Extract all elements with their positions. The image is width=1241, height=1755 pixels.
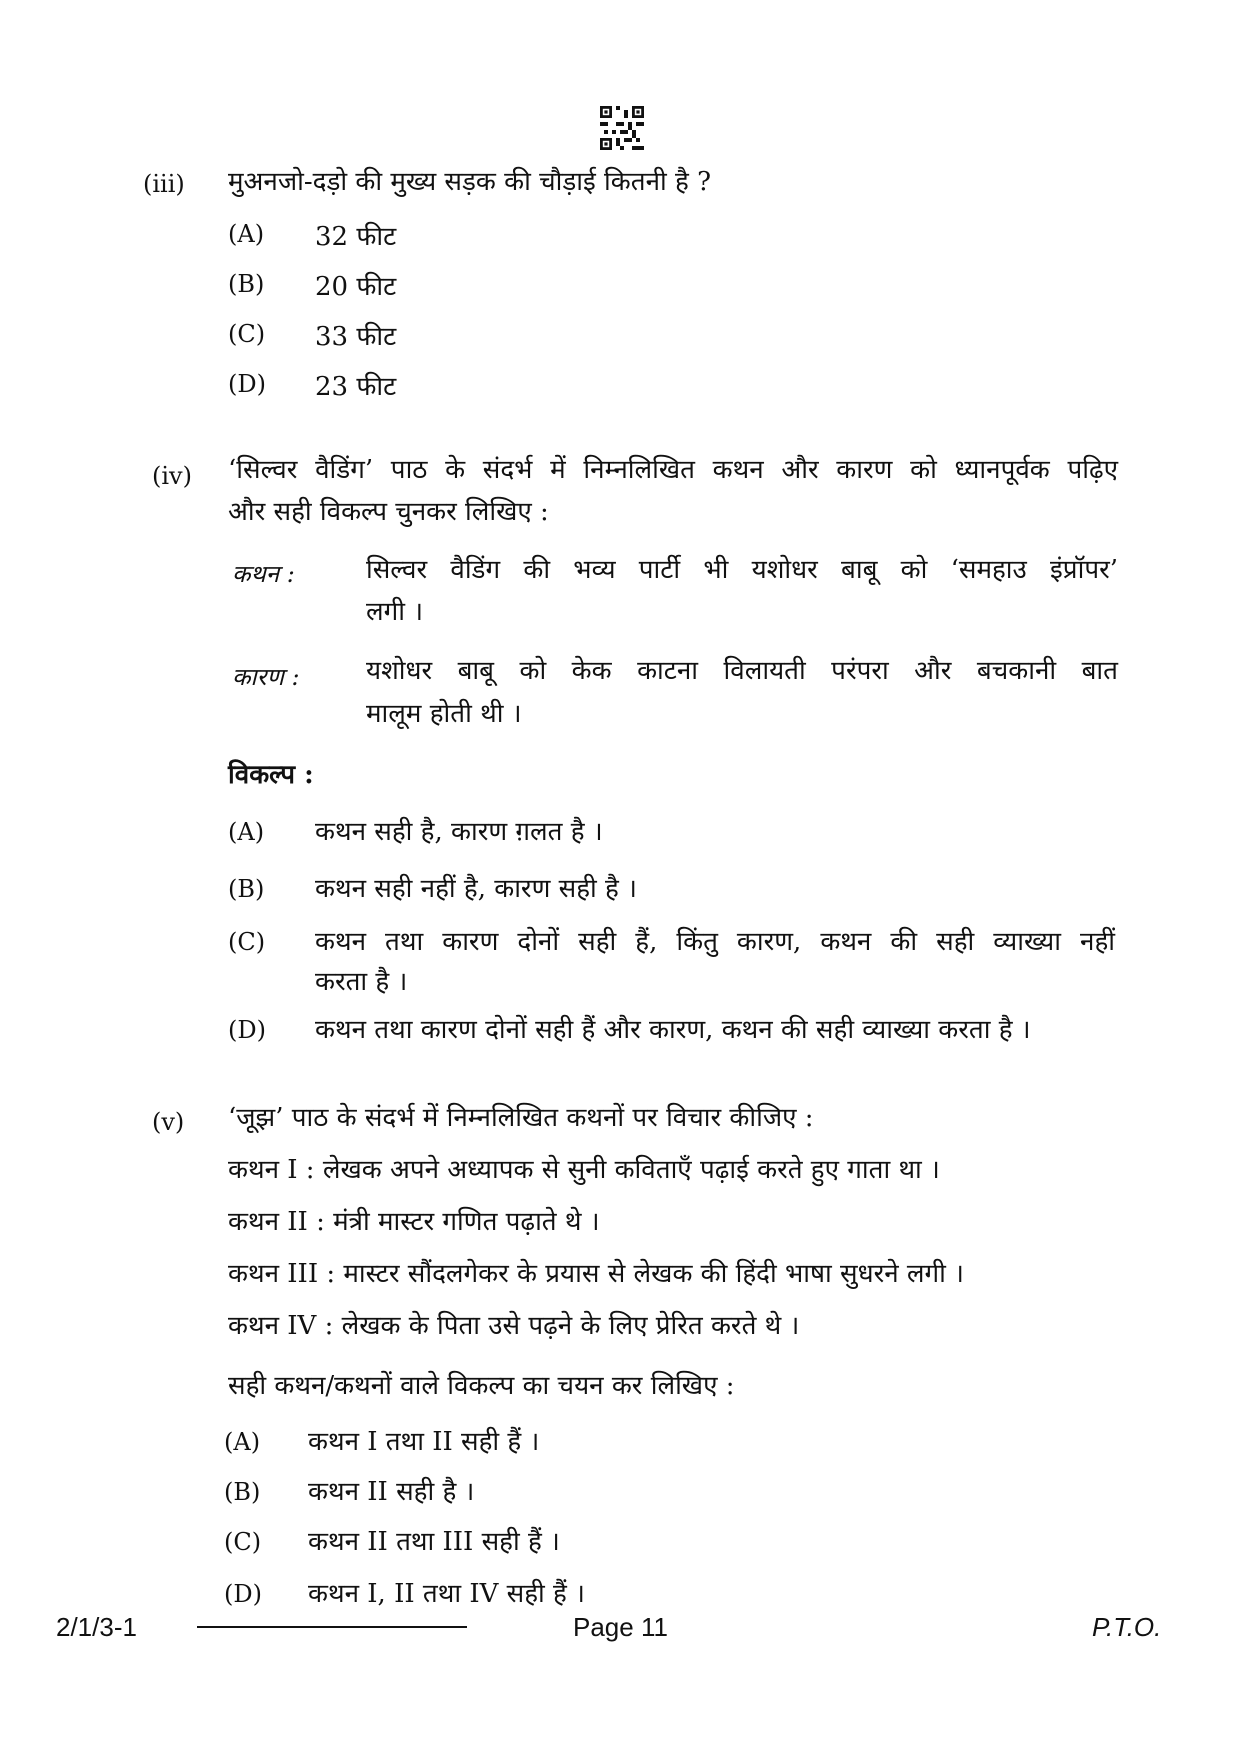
question-number: (iii) [143, 170, 185, 198]
statement-4: कथन IV : लेखक के पिता उसे पढ़ने के लिए प्रेरित करते थे । [228, 1311, 800, 1341]
option-text: कथन सही नहीं है, कारण सही है । [315, 874, 637, 904]
option-text-continued: करता है । [315, 967, 408, 997]
page-number: Page 11 [573, 1612, 668, 1642]
assertion-text-continued: लगी । [366, 597, 424, 627]
options-heading: विकल्प : [228, 760, 314, 790]
assertion-text: सिल्वर वैडिंग की भव्य पार्टी भी यशोधर बाबू को ‘समहाउ इंप्रॉपर’ [366, 555, 1118, 585]
statement-3: कथन III : मास्टर सौंदलगेकर के प्रयास से लेखक की हिंदी भाषा सुधरने लगी । [228, 1259, 965, 1289]
reason-label: कारण : [232, 663, 300, 691]
pto-label: P.T.O. [1092, 1612, 1162, 1642]
question-text: ‘सिल्वर वैडिंग’ पाठ के संदर्भ में निम्नलिखित कथन और कारण को ध्यानपूर्वक पढ़िए [228, 455, 1118, 485]
option-label: (A) [228, 220, 265, 248]
option-text: कथन तथा कारण दोनों सही हैं, किंतु कारण, कथन की सही व्याख्या नहीं [315, 927, 1115, 957]
statement-2: कथन II : मंत्री मास्टर गणित पढ़ाते थे । [228, 1207, 600, 1237]
option-label: (A) [228, 818, 265, 846]
question-number: (iv) [152, 462, 192, 490]
paper-code: 2/1/3-1 [56, 1612, 137, 1642]
option-text: 23 फीट [315, 372, 397, 402]
option-text: कथन तथा कारण दोनों सही हैं और कारण, कथन की सही व्याख्या करता है । [315, 1015, 1031, 1045]
option-label: (B) [224, 1478, 261, 1506]
option-label: (D) [228, 370, 266, 398]
reason-text: यशोधर बाबू को केक काटना विलायती परंपरा और बचकानी बात [366, 656, 1118, 686]
instruction-text: सही कथन/कथनों वाले विकल्प का चयन कर लिखिए : [228, 1371, 735, 1401]
option-text: 32 फीट [315, 222, 397, 252]
option-label: (C) [228, 928, 266, 956]
footer-divider [197, 1626, 467, 1628]
option-label: (B) [228, 270, 265, 298]
option-text: कथन I, II तथा IV सही हैं । [308, 1579, 585, 1609]
option-label: (B) [228, 875, 265, 903]
question-number: (v) [152, 1108, 185, 1136]
question-text-continued: और सही विकल्प चुनकर लिखिए : [228, 497, 549, 527]
qr-code-icon [600, 106, 644, 150]
question-text: मुअनजो-दड़ो की मुख्य सड़क की चौड़ाई कितनी है ? [228, 167, 712, 197]
option-label: (A) [224, 1428, 261, 1456]
option-label: (D) [228, 1016, 266, 1044]
statement-1: कथन I : लेखक अपने अध्यापक से सुनी कविताएँ पढ़ाई करते हुए गाता था । [228, 1155, 940, 1185]
question-text: ‘जूझ’ पाठ के संदर्भ में निम्नलिखित कथनों पर विचार कीजिए : [228, 1103, 814, 1133]
option-text: 20 फीट [315, 272, 397, 302]
option-label: (D) [224, 1580, 262, 1608]
reason-text-continued: मालूम होती थी । [366, 699, 522, 729]
option-text: कथन I तथा II सही हैं । [308, 1427, 540, 1457]
option-label: (C) [228, 320, 266, 348]
option-text: कथन सही है, कारण ग़लत है । [315, 817, 603, 847]
option-label: (C) [224, 1528, 262, 1556]
option-text: कथन II तथा III सही हैं । [308, 1527, 560, 1557]
option-text: 33 फीट [315, 322, 397, 352]
option-text: कथन II सही है । [308, 1477, 475, 1507]
assertion-label: कथन : [232, 560, 295, 588]
